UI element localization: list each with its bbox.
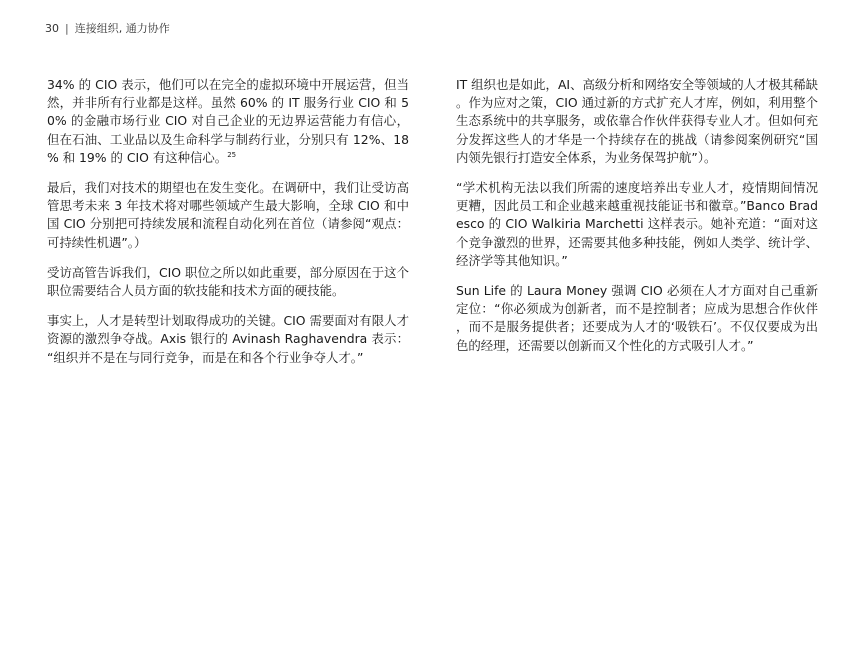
right-column: [456, 76, 818, 367]
right-paragraph-3: Sun Life 的 Laura Money 强调 CIO 必须在人才方面对自己重新定位：“你必须成为创新者，而不是控制者；应成为思想合作伙伴，而不是服务提供者；还要成为人才的‘吸铁石’。不仅仅要成为出色的经理，还需要以创新而又个性化的方式吸引人才。”: [456, 283, 818, 353]
right-paragraph-2: “学术机构无法以我们所需的速度培养出专业人才，疫情期间情况更糟，因此员工和企业越来越重视技能证书和徽章。”Banco Bradesco 的 CIO Walkiria Marchetti 这样表示。她补充道：“面对这个竞争激烈的世界，还需要其他多种技能，例如人类学、统计学、经济学等其他知识。”: [456, 180, 818, 268]
left-column: [47, 76, 409, 379]
page-number: 30: [45, 21, 59, 35]
running-header: [45, 20, 170, 36]
left-paragraph-4: 事实上，人才是转型计划取得成功的关键。CIO 需要面对有限人才资源的激烈争夺战。Axis 银行的 Avinash Raghavendra 表示：“组织并不是在与同行竞争，而是在和各个行业争夺人才。”: [47, 313, 409, 365]
running-title: 连接组织, 通力协作: [74, 22, 170, 35]
footnote-reference: 25: [227, 150, 237, 159]
left-paragraph-1-text: 34% 的 CIO 表示，他们可以在完全的虚拟环境中开展运营，但当然，并非所有行业都是这样。虽然 60% 的 IT 服务行业 CIO 和 50% 的金融市场行业 CIO 对自己企业的无边界运营能力有信心，但在石油、工业品以及生命科学与制药行业，分别只有 12%、18% 和 19% 的 CIO 有这种信心。: [47, 77, 409, 165]
left-paragraph-2: 最后，我们对技术的期望也在发生变化。在调研中，我们让受访高管思考未来 3 年技术将对哪些领域产生最大影响，全球 CIO 和中国 CIO 分别把可持续发展和流程自动化列在首位（请参阅“观点：可持续性机遇”。）: [47, 180, 409, 250]
header-separator: |: [65, 21, 69, 35]
left-paragraph-3: 受访高管告诉我们，CIO 职位之所以如此重要，部分原因在于这个职位需要结合人员方面的软技能和技术方面的硬技能。: [47, 264, 409, 299]
left-paragraph-1: [47, 76, 409, 167]
right-paragraph-1: IT 组织也是如此，AI、高级分析和网络安全等领域的人才极其稀缺。作为应对之策，CIO 通过新的方式扩充人才库，例如，利用整个生态系统中的共享服务，或依靠合作伙伴获得专业人才。但如何充分发挥这些人的才华是一个持续存在的挑战（请参阅案例研究“国内领先银行打造安全体系，为业务保驾护航”）。: [456, 77, 818, 165]
